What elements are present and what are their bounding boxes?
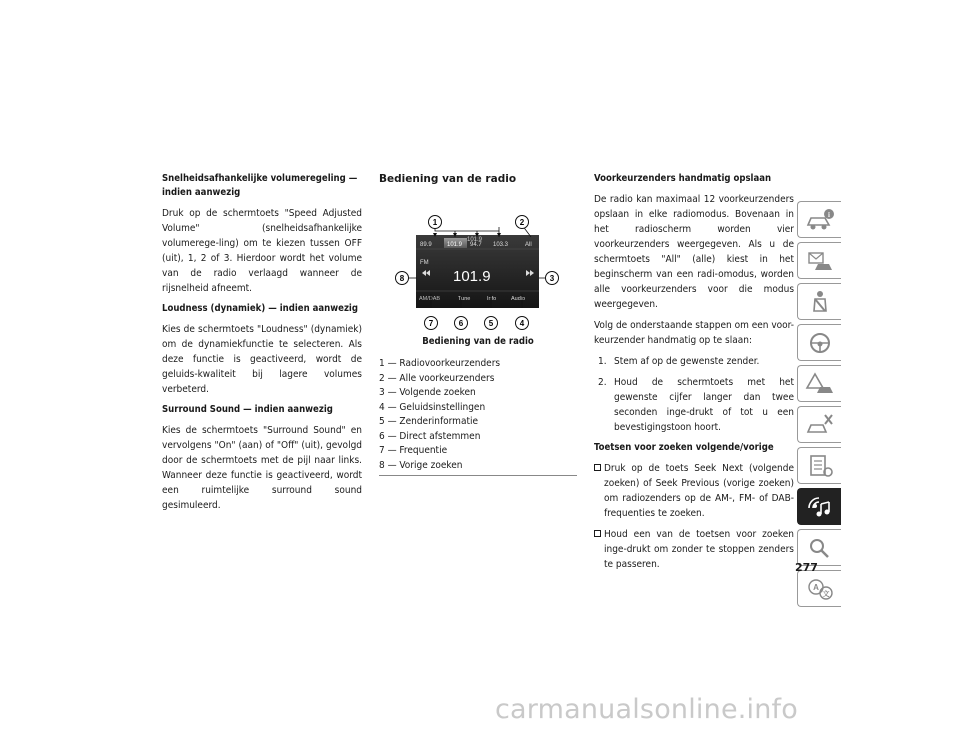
preset-1[interactable]: 89.9 (420, 242, 432, 248)
svg-text:A: A (812, 582, 819, 592)
tab-specifications[interactable] (797, 447, 841, 484)
frequency-display: 101.9 (453, 268, 491, 285)
watermark: carmanualsonline.info (495, 694, 798, 725)
right-column (594, 172, 794, 578)
chapter-tabs (797, 201, 841, 611)
speed-volume-heading: Snelheidsafhankelijke volumeregeling — indien aanwezig (162, 173, 358, 198)
left-column (162, 172, 362, 519)
multimedia-icon (805, 494, 835, 520)
bullet-square-icon (594, 461, 604, 521)
language-icon (805, 576, 835, 602)
tab-car-info[interactable] (797, 201, 841, 238)
steering-wheel-icon (805, 330, 835, 356)
svg-text:i: i (827, 210, 830, 219)
page-number: 277 (795, 561, 818, 574)
callout-markers (379, 193, 577, 333)
envelope-car-icon (805, 248, 835, 274)
radio-figure (379, 193, 577, 328)
preset-all[interactable]: All (525, 242, 532, 248)
top-frequency: 101.9 (467, 237, 483, 243)
tune-button[interactable]: Tune (458, 296, 471, 302)
seatbelt-icon (805, 289, 835, 315)
legend-item: 3 — Volgende zoeken (379, 387, 476, 398)
callout-5: 5 (488, 319, 494, 328)
audio-button[interactable]: Audio (511, 296, 526, 302)
callout-1: 1 (432, 218, 438, 227)
callout-6: 6 (458, 319, 464, 328)
legend-item: 5 — Zenderinformatie (379, 416, 479, 427)
tab-keys[interactable] (797, 242, 841, 279)
list-item: Houd een van de toetsen voor zoeken inge-drukt om zonder te stoppen zenders te passeren. (594, 527, 794, 572)
list-item: Druk op de toets Seek Next (volgende zoeken) of Seek Previous (vorige zoeken) om radiozenders op de AM-, FM- of DAB-frequenties te zoeken. (594, 461, 794, 521)
search-icon (805, 535, 835, 561)
figure-legend (379, 357, 577, 476)
tab-languages[interactable] (797, 570, 841, 607)
seek-heading: Toetsen voor zoeken volgende/vorige (594, 442, 774, 453)
am-dab-button[interactable]: AM/DAB (419, 296, 441, 302)
list-item: 2. Houd de schermtoets met het gewenste cijfer langer dan twee seconden inge-drukt of tot u een bevestigingstoon hoort. (598, 377, 794, 433)
bullet-square-icon (594, 527, 604, 572)
surround-text: Kies de schermtoets "Surround Sound" en vervolgens "On" (aan) of "Off" (uit), gevolgd door de schermtoets met de pijl naar links. Wanneer deze functie is geactiveerd, wordt een ruimtelijke surround sound gesimuleerd. (162, 425, 362, 511)
legend-item: 4 — Geluidsinstellingen (379, 401, 486, 413)
section-title: Bediening van de radio (379, 173, 517, 185)
legend-item: 2 — Alle voorkeurzenders (379, 372, 495, 384)
middle-column (379, 172, 577, 476)
speed-volume-text: Druk op de schermtoets "Speed Adjusted Volume" (snelheidsafhankelijke volumerege-ling) om te kiezen tussen OFF (uit), 1, 2 of 3. Hierdoor wordt het volume van de radio verlaagd wanneer de rijsnelheid afneemt. (162, 208, 362, 294)
tab-multimedia[interactable] (797, 488, 841, 525)
seek-bullets (594, 461, 794, 572)
legend-item: 7 — Frequentie (379, 445, 448, 456)
car-info-icon (805, 207, 835, 233)
callout-3: 3 (549, 274, 555, 283)
svg-text:文: 文 (822, 590, 829, 598)
tab-driving[interactable] (797, 324, 841, 361)
preset-4[interactable]: 103.3 (493, 242, 509, 248)
loudness-heading: Loudness (dynamiek) — indien aanwezig (162, 303, 358, 314)
specifications-list-icon (805, 453, 835, 479)
preset-3[interactable]: 94.7 (470, 242, 482, 248)
service-tools-icon (805, 412, 835, 438)
warning-car-icon (805, 371, 835, 397)
list-item: 1. Stem af op de gewenste zender. (598, 356, 760, 367)
surround-heading: Surround Sound — indien aanwezig (162, 404, 333, 415)
band-label: FM (420, 260, 429, 266)
callout-7: 7 (428, 319, 434, 328)
legend-item: 8 — Vorige zoeken (379, 459, 463, 471)
tab-service[interactable] (797, 406, 841, 443)
tab-safety[interactable] (797, 283, 841, 320)
steps-list (594, 354, 794, 435)
callout-8: 8 (399, 274, 405, 283)
callout-2: 2 (519, 218, 525, 227)
figure-caption: Bediening van de radio (422, 336, 534, 347)
legend-item: 1 — Radiovoorkeurzenders (379, 358, 501, 369)
preset-2[interactable]: 101.9 (447, 242, 463, 248)
callout-4: 4 (519, 319, 525, 328)
presets-text-1: De radio kan maximaal 12 voorkeurzenders opslaan in elke radiomodus. Bovenaan in het radioscherm worden vier voorkeurzenders weergegeven. Als u de schermtoets "All" (alle) kiest in het beginscherm van een radi-omodus, worden alle voorkeurzenders voor die modus weergegeven. (594, 194, 794, 310)
info-button[interactable]: Info (487, 296, 497, 302)
legend-item: 6 — Direct afstemmen (379, 430, 481, 442)
tab-emergency[interactable] (797, 365, 841, 402)
presets-heading: Voorkeurzenders handmatig opslaan (594, 173, 772, 184)
loudness-text: Kies de schermtoets "Loudness" (dynamiek) om de dynamiekfunctie te selecteren. Als deze functie is geactiveerd, wordt de geluids-kwaliteit bij lagere volumes verbeterd. (162, 324, 362, 395)
presets-text-2: Volg de onderstaande stappen om een voor-keurzender handmatig op te slaan: (594, 320, 794, 346)
